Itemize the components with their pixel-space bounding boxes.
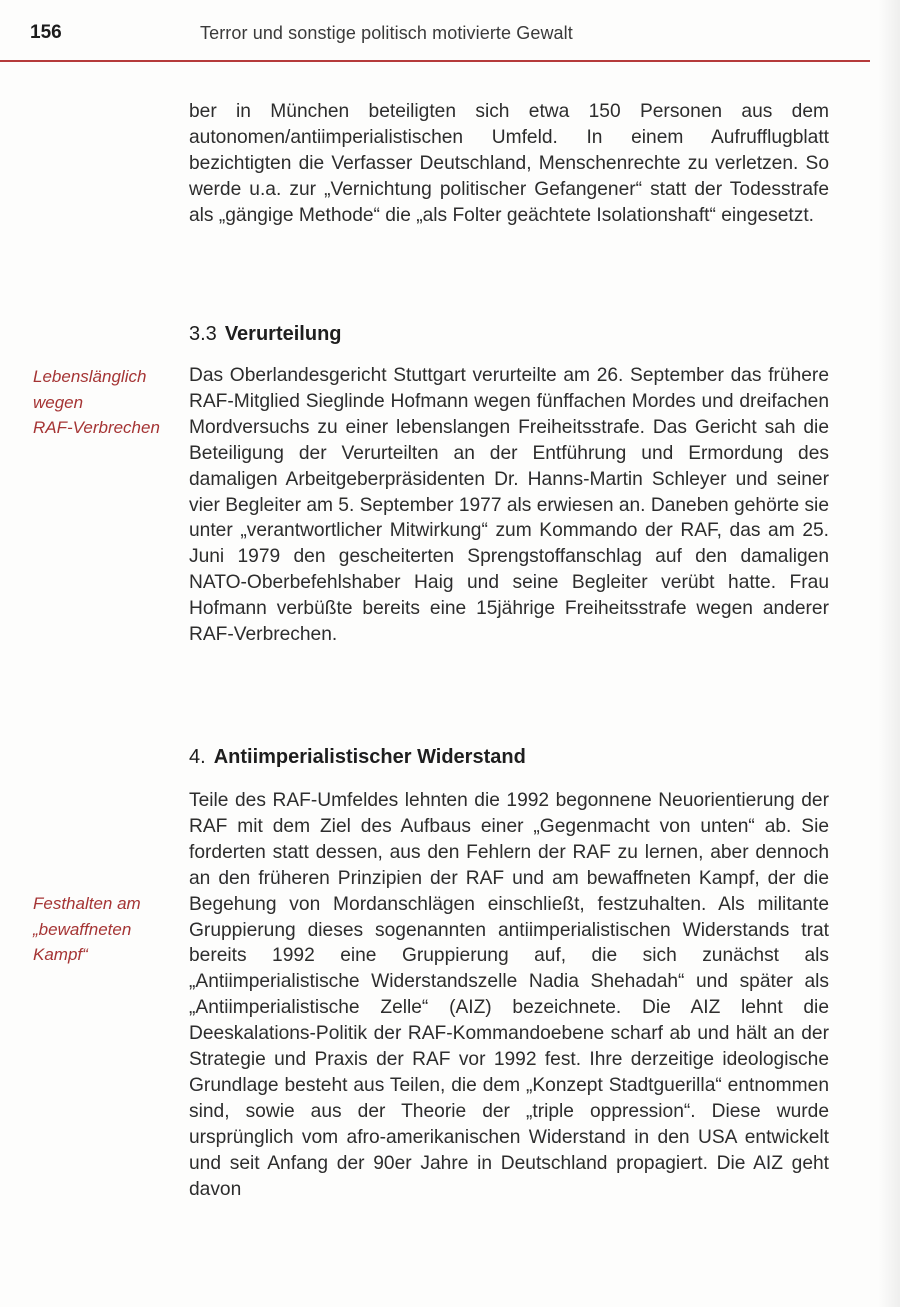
margin-note-line: RAF-Verbrechen (33, 418, 160, 437)
page-header (0, 0, 900, 62)
section-title: Antiimperialistischer Widerstand (213, 746, 526, 768)
paragraph-widerstand: Teile des RAF-Umfeldes lehnten die 1992 begonnene Neuorientierung der RAF mit dem Ziel des Aufbaus einer „Gegenmacht von unten“ ab. Sie forderten statt dessen, aus den Fehlern der RAF zu lernen, aber dennoch an den früheren Prinzipien der RAF und am bewaffneten Kampf, der die Begehung von Mordanschlägen einschließt, festzuhalten. Als militante Gruppierung dieses sogenannten antiimperialistischen Widerstands trat bereits 1992 eine Gruppierung auf, die sich zunächst als „Antiimperialistische Widerstandszelle Nadia Shehadah“ und später als „Antiimperialistische Zelle“ (AIZ) bezeichnete. Die AIZ lehnt die Deeskalations-Politik der RAF-Kommandoebene scharf ab und hält an der Strategie und Praxis der RAF vor 1992 fest. Ihre derzeitige ideologische Grundlage besteht aus Teilen, die dem „Konzept Stadtguerilla“ entnommen sind, sowie aus der Theorie der „triple oppression“. Diese wurde ursprünglich vom afro-amerikanischen Widerstand in den USA entwickelt und seit Anfang der 90er Jahre in Deutschland propagiert. Die AIZ geht davon (189, 790, 829, 1200)
paragraph-verurteilung: Das Oberlandesgericht Stuttgart verurteilte am 26. September das frühere RAF-Mitglied Sieglinde Hofmann wegen fünffachen Mordes und dreifachen Mordversuchs zu einer lebenslangen Freiheitsstrafe. Das Gericht sah die Beteiligung der Verurteilten an der Entführung und Ermordung des damaligen Arbeitgeberpräsidenten Dr. Hanns-Martin Schleyer und seiner vier Begleiter am 5. September 1977 als erwiesen an. Daneben gehörte sie unter „verantwortlicher Mitwirkung“ zum Kommando der RAF, das am 25. Juni 1979 den gescheiterten Sprengstoffanschlag auf den damaligen NATO-Oberbefehlshaber Haig und seine Begleiter verübt hatte. Frau Hofmann verbüßte bereits eine 15jährige Freiheitsstrafe wegen anderer RAF-Verbrechen. (189, 365, 829, 646)
header-rule (0, 60, 870, 62)
margin-note-line: wegen (33, 392, 84, 412)
margin-note-line: „bewaffneten (33, 919, 132, 939)
page-edge-shadow (878, 0, 900, 1307)
margin-note-line: Kampf“ (33, 945, 88, 964)
section-title: Verurteilung (224, 323, 342, 345)
paragraph-intro: ber in München beteiligten sich etwa 150 Personen aus dem autonomen/antiimperialistischen Umfeld. In einem Aufrufflugblatt bezichtigten die Verfasser Deutschland, Menschenrechte zu verletzen. So werde u.a. zur „Vernichtung politischer Gefangener“ statt der Todesstrafe als „gängige Methode“ die „als Folter geächtete Isolationshaft“ eingesetzt. (189, 101, 829, 226)
section-number: 3.3 (189, 323, 217, 345)
page-number: 156 (30, 22, 62, 43)
running-head: Terror und sonstige politisch motivierte Gewalt (200, 23, 573, 43)
section-heading-4 (189, 746, 526, 769)
margin-note-line: Festhalten am (33, 894, 141, 913)
margin-note-lebenslaenglich (33, 364, 183, 441)
margin-note-line: Lebenslänglich (33, 367, 147, 386)
margin-note-festhalten (33, 891, 183, 968)
section-heading-3-3 (189, 323, 342, 346)
section-number: 4. (189, 746, 206, 768)
